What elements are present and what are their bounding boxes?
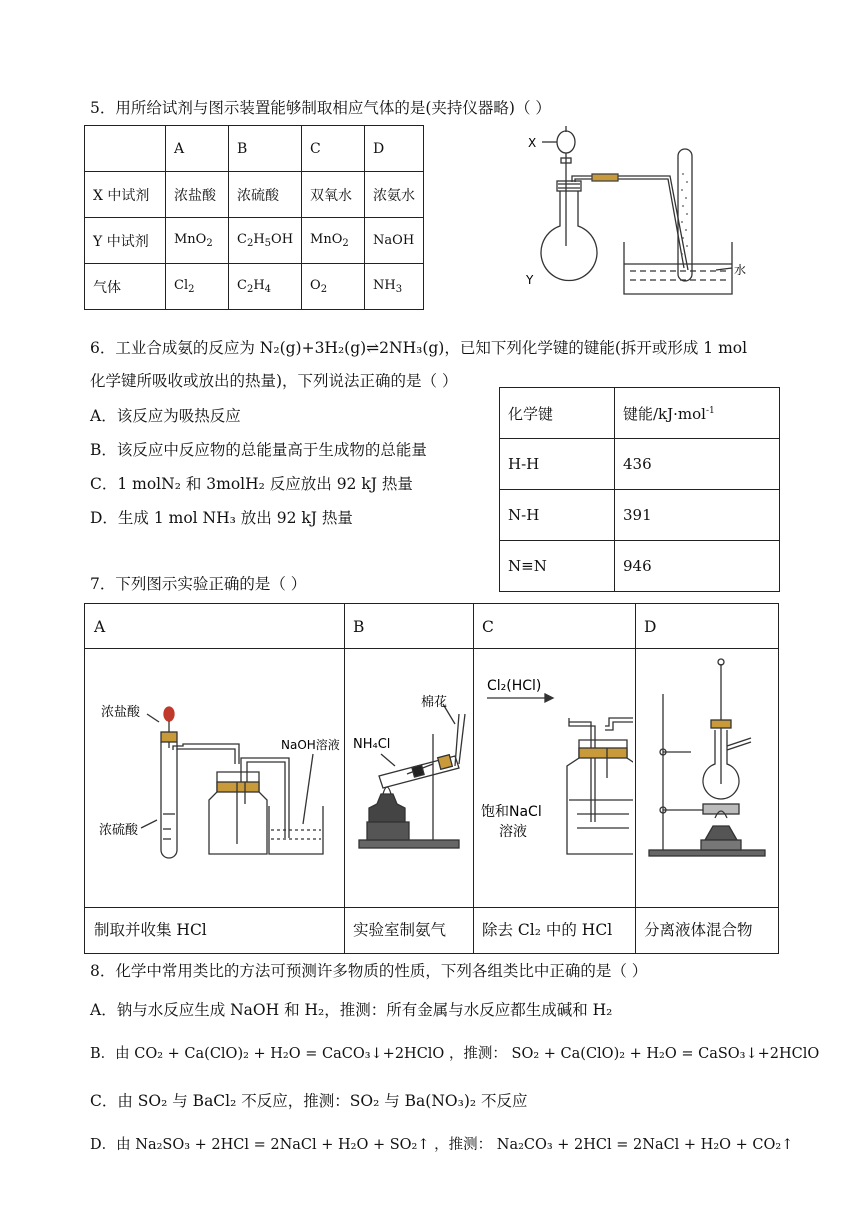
formula: Cl xyxy=(174,278,189,293)
q5-stem: 5．用所给试剂与图示装置能够制取相应气体的是(夹持仪器略)（ ） xyxy=(90,99,551,117)
table-cell: N-H xyxy=(500,490,615,541)
formula-part: C xyxy=(237,232,247,247)
table-row xyxy=(85,126,424,172)
table-header-cell: 化学键 xyxy=(500,388,615,439)
table-cell: MnO$_2$ xyxy=(302,218,365,264)
q7-figure-c xyxy=(477,654,633,859)
table-cell: 浓氨水 xyxy=(365,172,424,218)
formula: MnO xyxy=(174,232,207,247)
table-cell: 391 xyxy=(615,490,780,541)
table-cell: A xyxy=(166,126,229,172)
label-x: X xyxy=(528,136,537,150)
table-cell: 双氧水 xyxy=(302,172,365,218)
table-cell: $NH_3$ xyxy=(365,264,424,310)
table-cell: B xyxy=(229,126,302,172)
q8-option-d xyxy=(90,1134,793,1156)
q8-option-b xyxy=(90,1043,819,1065)
q6-stem-line1: 6．工业合成氨的反应为 N₂(g)+3H₂(g)⇌2NH₃(g)，已知下列化学键的键能(拆开或形成 1 mol xyxy=(90,339,748,357)
label-sat-nacl: 饱和NaCl xyxy=(481,804,542,820)
table-cell: N≡N xyxy=(500,541,615,592)
formula-sub: 4 xyxy=(264,284,272,295)
q6-option-a: A．该反应为吸热反应 xyxy=(90,407,241,425)
label-conc-hcl: 浓盐酸 xyxy=(101,705,141,720)
label-solution: 溶液 xyxy=(499,824,527,840)
table-row xyxy=(85,264,424,310)
q7-figure-d xyxy=(641,654,773,859)
q7-stem: 7．下列图示实验正确的是（ ） xyxy=(90,575,307,593)
option-d-eq1: Na₂SO₃ + 2HCl = 2NaCl + H₂O + SO₂↑ xyxy=(135,1137,430,1153)
table-cell: Y 中试剂 xyxy=(85,218,166,264)
q7-caption-c: 除去 Cl₂ 中的 HCl xyxy=(482,921,613,939)
table-row xyxy=(500,490,780,541)
table-row xyxy=(500,541,780,592)
label-naoh: NaOH溶液 xyxy=(281,738,340,752)
option-b-eq2: SO₂ + Ca(ClO)₂ + H₂O = CaSO₃↓+2HClO xyxy=(511,1046,820,1062)
option-d-prefix: D．由 xyxy=(90,1137,131,1153)
q8-option-c: C．由 SO₂ 与 BaCl₂ 不反应，推测：SO₂ 与 Ba(NO₃)₂ 不反应 xyxy=(90,1092,528,1110)
q5-apparatus-figure xyxy=(520,118,750,300)
bond-energy-table xyxy=(499,387,780,592)
q7-header-c: C xyxy=(482,618,494,636)
option-b-mid: ，推测： xyxy=(448,1046,507,1062)
label-y: Y xyxy=(526,273,534,287)
formula-part: C xyxy=(237,278,247,293)
table-cell: 946 xyxy=(615,541,780,592)
formula-part: H xyxy=(253,278,265,293)
q6-option-d: D．生成 1 mol NH₃ 放出 92 kJ 热量 xyxy=(90,509,353,527)
label-cl2-hcl: Cl₂(HCl) xyxy=(487,678,542,694)
q7-caption-a: 制取并收集 HCl xyxy=(94,921,207,939)
table-row xyxy=(500,388,780,439)
table-cell: C xyxy=(302,126,365,172)
table-cell: NaOH xyxy=(365,218,424,264)
formula: O xyxy=(310,278,321,293)
q7-header-d: D xyxy=(644,618,657,636)
label-nh4cl: NH₄Cl xyxy=(353,737,391,752)
formula-sub: 2 xyxy=(246,238,254,249)
q8-option-a: A．钠与水反应生成 NaOH 和 H₂，推测：所有金属与水反应都生成碱和 H₂ xyxy=(90,1001,613,1019)
q7-header-b: B xyxy=(353,618,365,636)
formula-part: OH xyxy=(271,232,294,247)
q7-figure-a xyxy=(97,654,341,859)
table-cell xyxy=(85,126,166,172)
table-cell: X 中试剂 xyxy=(85,172,166,218)
option-b-prefix: B．由 xyxy=(90,1046,130,1062)
table-cell xyxy=(229,218,302,264)
unit-sup: -1 xyxy=(705,405,715,416)
formula: NH xyxy=(373,278,396,293)
table-cell: 气体 xyxy=(85,264,166,310)
table-cell: H-H xyxy=(500,439,615,490)
q7-caption-b: 实验室制氨气 xyxy=(353,921,447,939)
formula-part: H xyxy=(253,232,265,247)
q7-caption-d: 分离液体混合物 xyxy=(644,921,753,939)
q6-option-b: B．该反应中反应物的总能量高于生成物的总能量 xyxy=(90,441,427,459)
table-cell: 浓硫酸 xyxy=(229,172,302,218)
q7-table xyxy=(84,603,779,954)
q6-option-c: C．1 molN₂ 和 3molH₂ 反应放出 92 kJ 热量 xyxy=(90,475,413,493)
option-d-eq2: Na₂CO₃ + 2HCl = 2NaCl + H₂O + CO₂↑ xyxy=(496,1137,794,1153)
table-cell: MnO$_2$ xyxy=(166,218,229,264)
table-cell: 436 xyxy=(615,439,780,490)
option-d-mid: ，推测： xyxy=(434,1137,493,1153)
table-row xyxy=(85,172,424,218)
table-row xyxy=(85,218,424,264)
table-cell: D xyxy=(365,126,424,172)
option-b-eq1: CO₂ + Ca(ClO)₂ + H₂O = CaCO₃↓+2HClO xyxy=(134,1046,445,1062)
label-cotton: 棉花 xyxy=(421,695,448,710)
label-water: 水 xyxy=(734,263,747,277)
table-header-cell xyxy=(615,388,780,439)
table-cell: $O_2$ xyxy=(302,264,365,310)
q8-stem: 8．化学中常用类比的方法可预测许多物质的性质，下列各组类比中正确的是（ ） xyxy=(90,962,648,980)
table-cell: $Cl_2$ xyxy=(166,264,229,310)
table-row xyxy=(500,439,780,490)
unit-text: 键能/kJ·mol xyxy=(623,404,706,423)
label-conc-h2so4: 浓硫酸 xyxy=(99,823,139,838)
q7-figure-b xyxy=(347,654,471,859)
q5-table xyxy=(84,125,424,310)
q7-header-a: A xyxy=(94,618,106,636)
formula-sub: 2 xyxy=(246,284,254,295)
table-cell: 浓盐酸 xyxy=(166,172,229,218)
formula: MnO xyxy=(310,232,343,247)
table-cell xyxy=(229,264,302,310)
formula-sub: 5 xyxy=(264,238,272,249)
q6-stem-line2: 化学键所吸收或放出的热量)，下列说法正确的是（ ） xyxy=(90,372,458,390)
